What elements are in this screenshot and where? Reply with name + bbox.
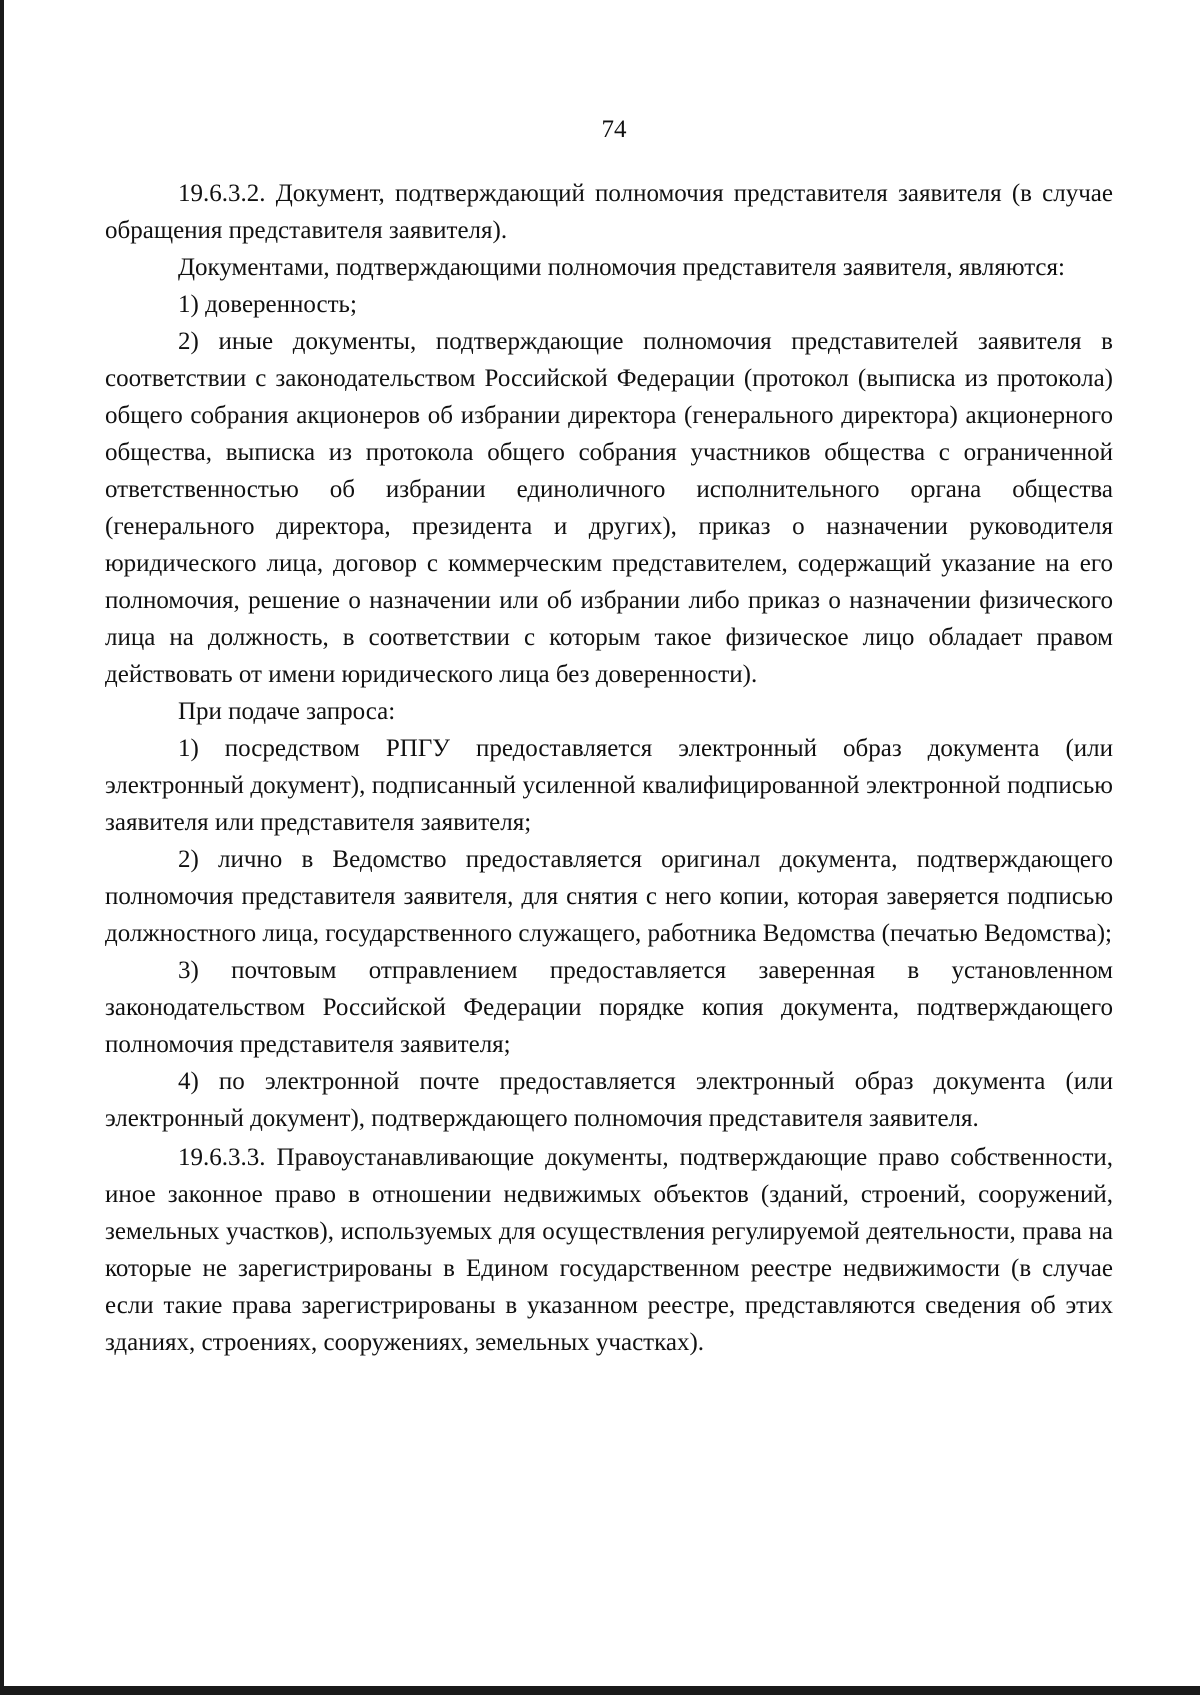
paragraph-19-6-3-3-heading: 19.6.3.3. Правоустанавливающие документы, подтверждающие право собственности, иное законное право в отношении недвижимых объектов (зданий, строений, сооружений, земельных участков), используемых для осуществления регулируемой деятельности, права на которые не зарегистрированы в Едином государственном реестре недвижимости (в случае если такие права зарегистрированы в указанном реестре, представляются сведения об этих зданиях, строениях, сооружениях, земельных участках). [105,1144,1113,1356]
list-item-in-person: 2) лично в Ведомство предоставляется оригинал документа, подтверждающего полномочия представителя заявителя, для снятия с него копии, которая заверяется подписью должностного лица, государственного служащего, работника Ведомства (печатью Ведомства); [105,846,1113,947]
list-item-other-documents: 2) иные документы, подтверждающие полномочия представителей заявителя в соответствии с законодательством Российской Федерации (протокол (выписка из протокола) общего собрания акционеров об избрании директора (генерального директора) акционерного общества, выписка из протокола общего собрания участников общества с ограниченной ответственностью об избрании единоличного исполнительного органа общества (генерального директора, президента и других), приказ о назначении руководителя юридического лица, договор с коммерческим представителем, содержащий указание на его полномочия, решение о назначении или об избрании либо приказ о назначении физического лица на должность, в соответствии с которым такое физическое лицо обладает правом действовать от имени юридического лица без доверенности). [105,328,1113,688]
list-item-via-rpgu: 1) посредством РПГУ предоставляется электронный образ документа (или электронный документ), подписанный усиленной квалифицированной электронной подписью заявителя или представителя заявителя; [105,735,1113,836]
page-number: 74 [601,116,627,143]
scan-edge-left [0,0,4,1695]
list-item-by-email: 4) по электронной почте предоставляется электронный образ документа (или электронный документ), подтверждающего полномочия представителя заявителя. [105,1068,1113,1132]
paragraph-proof-documents-intro: Документами, подтверждающими полномочия представителя заявителя, являются: [178,254,1065,281]
list-item-power-of-attorney: 1) доверенность; [178,291,357,318]
list-item-by-post: 3) почтовым отправлением предоставляется заверенная в установленном законодательством Российской Федерации порядке копия документа, подтверждающего полномочия представителя заявителя; [105,957,1113,1058]
scan-edge-bottom [0,1686,1200,1695]
document-body [105,175,1113,1361]
paragraph-19-6-3-2-heading: 19.6.3.2. Документ, подтверждающий полномочия представителя заявителя (в случае обращения представителя заявителя). [105,180,1113,244]
paragraph-request-submission: При подаче запроса: [178,698,396,725]
